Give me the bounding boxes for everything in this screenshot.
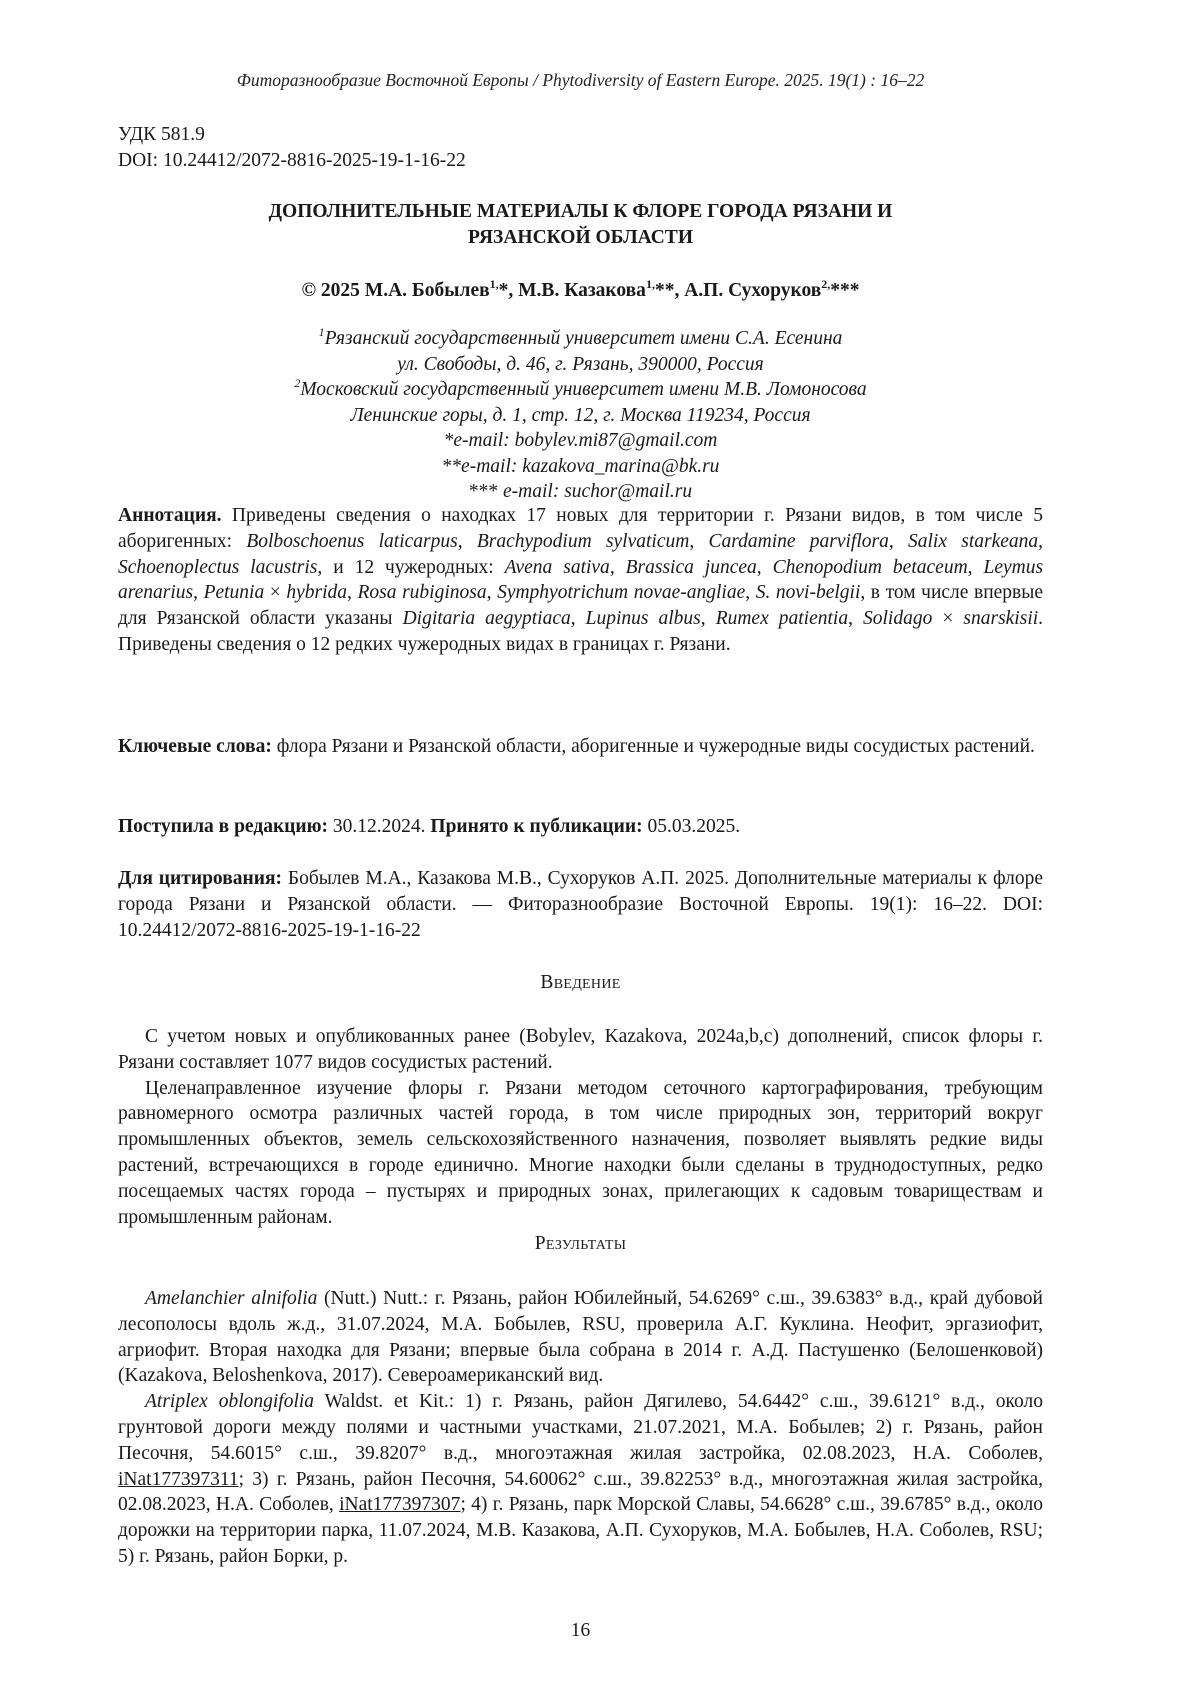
paragraph: Целенаправленное изучение флоры г. Рязани методом сеточного картографирования, требующим равномерного осмотра различных частей города, в том числе природных зон, территорий вокруг промышленных объектов, земель сельскохозяйственного назначения, позволяет выявлять редкие виды растений, встречающихся в городе единично. Многие находки были сделаны в труднодоступных, редко посещаемых частях города – пустырях и природных зонах, прилегающих к садовым товариществам и промышленным районам. <box>118 1077 1043 1228</box>
inaturalist-link[interactable]: iNat177397307 <box>339 1494 461 1516</box>
species-name: Leymus arenarius <box>118 556 1044 604</box>
submission-dates <box>118 814 1043 840</box>
email-2[interactable]: **e-mail: kazakova_marina@bk.ru <box>441 455 720 477</box>
article-title <box>118 199 1043 251</box>
accepted-label: Принято к публикации: <box>430 816 643 837</box>
abstract-label: Аннотация. <box>118 505 222 526</box>
hybrid-sign: × <box>932 608 964 630</box>
doi: DOI: 10.24412/2072-8816-2025-19-1-16-22 <box>118 150 466 171</box>
paragraph: С учетом новых и опубликованных ранее (Bobylev, Kazakova, 2024a,b,c) дополнений, список флоры г. Рязани составляет 1077 видов сосудистых растений. <box>118 1026 1043 1073</box>
separator: , <box>570 608 586 630</box>
email-3[interactable] <box>118 479 1043 505</box>
author-separator: , <box>674 280 685 301</box>
hybrid-sign: × <box>264 582 287 604</box>
separator: , <box>193 582 204 604</box>
keywords-label: Ключевые слова: <box>118 736 272 757</box>
separator: , <box>609 556 626 578</box>
affiliation-sup: 1 <box>318 325 325 339</box>
author-list <box>118 277 1043 302</box>
species-name: Atriplex oblongifolia <box>145 1391 315 1413</box>
separator: , <box>888 530 908 552</box>
separator: , <box>486 582 498 604</box>
species-name: Symphyotrichum novae-angliae <box>497 582 746 604</box>
affiliation-name: Московский государственный университет имени М.В. Ломоносова <box>300 379 867 400</box>
citation <box>118 866 1043 943</box>
affiliations <box>118 326 1043 505</box>
affiliation-name: Рязанский государственный университет имени С.А. Есенина <box>324 328 843 349</box>
species-name: Digitaria aegyptiaca <box>402 608 571 630</box>
accepted-date: 05.03.2025. <box>642 816 741 837</box>
author-affiliation-sup: 1, <box>645 277 655 291</box>
author-mark: ** <box>654 280 675 301</box>
received-label: Поступила в редакцию: <box>118 816 329 837</box>
species-name: Rumex patientia <box>715 608 849 630</box>
inaturalist-link[interactable]: iNat177397311 <box>118 1468 239 1490</box>
affiliation-sup: 2 <box>294 376 301 390</box>
title-line-1: ДОПОЛНИТЕЛЬНЫЕ МАТЕРИАЛЫ К ФЛОРЕ ГОРОДА РЯЗАНИ И <box>268 201 893 222</box>
species-name: Amelanchier alnifolia <box>145 1288 318 1309</box>
author-affiliation-sup: 1, <box>489 277 499 291</box>
page-number: 16 <box>570 1620 591 1641</box>
species-name: Chenopodium betaceum <box>772 556 968 578</box>
separator: , <box>848 608 863 630</box>
separator: , <box>745 582 756 604</box>
separator: , <box>756 556 773 578</box>
author-mark: *** <box>830 280 860 301</box>
affiliation-1-address: ул. Свободы, д. 46, г. Рязань, 390000, Россия <box>397 353 764 375</box>
affiliation-2-address: Ленинские горы, д. 1, стр. 12, г. Москва 119234, Россия <box>350 404 811 426</box>
species-name: Petunia <box>203 582 265 604</box>
author-mark: * <box>498 280 509 301</box>
author-name: М.В. Казакова <box>518 280 646 301</box>
separator: , <box>347 582 358 604</box>
abstract-text: , и 12 чужеродных: <box>317 556 505 578</box>
keywords <box>118 734 1043 760</box>
species-name: Schoenoplectus lacustris <box>118 556 318 578</box>
identifiers <box>118 122 466 174</box>
email-mark: *** <box>468 481 504 502</box>
citation-text: Бобылев М.А., Казакова М.В., Сухоруков А.П. 2025. Дополнительные материалы к флоре города Рязани и Рязанской области. — Фиторазнообразие Восточной Европы. 19(1): 16–22. DOI: 10.24412/2072-8816-2025-19-1-16-22 <box>118 868 1043 941</box>
species-entry <box>118 1389 1043 1570</box>
copyright-prefix: © 2025 <box>301 280 365 301</box>
udk-code: УДК 581.9 <box>118 124 205 145</box>
separator: , <box>457 530 477 552</box>
title-line-2: РЯЗАНСКОЙ ОБЛАСТИ <box>468 227 693 248</box>
running-head: Фиторазнообразие Восточной Европы / Phytodiversity of Eastern Europe. 2025. 19(1) : 16–22 <box>236 70 925 90</box>
separator: , <box>689 530 709 552</box>
entry-text: (Nutt.) Nutt.: г. Рязань, район Юбилейный, 54.6269° с.ш., 39.6383° в.д., край дубовой лесополосы вдоль ж.д., 31.07.2024, М.А. Бобылев, RSU, проверила А.Г. Куклина. Неофит, эргазиофит, агриофит. Вторая находка для Рязани; впервые была собрана в 2014 г. А.Д. Пастушенко (Белошенковой) (Kazakova, Beloshenkova, 2017). Североамериканский вид. <box>118 1288 1043 1387</box>
abstract-text: , в том числе впервые для Рязанской области указаны <box>118 582 1044 630</box>
separator: , <box>700 608 716 630</box>
author-affiliation-sup: 2, <box>821 277 831 291</box>
species-name: Lupinus albus <box>585 608 701 630</box>
section-heading-introduction: Введение <box>540 972 621 993</box>
species-name: Solidago <box>863 608 933 630</box>
species-name: Cardamine parviflora <box>708 530 889 552</box>
species-name: S. novi-belgii <box>755 582 861 604</box>
abstract-text: Приведены сведения о находках 17 новых для территории г. Рязани видов, в том числе 5 аборигенных: <box>118 505 1043 552</box>
abstract <box>118 503 1043 658</box>
species-name: Bolboschoenus laticarpus <box>246 530 458 552</box>
species-name: hybrida <box>286 582 348 604</box>
citation-label: Для цитирования: <box>118 868 282 889</box>
results-body <box>118 1286 1043 1570</box>
email-address[interactable]: e-mail: suchor@mail.ru <box>503 481 693 502</box>
affiliation-1 <box>118 326 1043 352</box>
affiliation-2 <box>118 377 1043 403</box>
species-name: Rosa rubiginosa <box>357 582 487 604</box>
email-1[interactable]: *e-mail: bobylev.mi87@gmail.com <box>443 430 718 451</box>
species-name: Brassica juncea <box>625 556 757 578</box>
species-name: snarskisii <box>963 608 1039 630</box>
author-separator: , <box>508 280 519 301</box>
entry-text: Waldst. et Kit.: 1) г. Рязань, район Дягилево, 54.6442° с.ш., 39.6121° в.д., около грунтовой дороги между полями и частными участками, 21.07.2021, М.А. Бобылев; 2) г. Рязань, район Песочня, 54.6015° с.ш., 39.8207° в.д., многоэтажная жилая застройка, 02.08.2023, Н.А. Соболев, <box>118 1391 1043 1464</box>
species-name: Brachypodium sylvaticum <box>476 530 690 552</box>
introduction-body <box>118 1024 1043 1230</box>
separator: , <box>1038 530 1044 552</box>
received-date: 30.12.2024. <box>328 816 431 837</box>
entry-text: ; 3) г. Рязань, район Песочня, 54.60062° с.ш., 39.82253° в.д., многоэтажная жилая застройка, 02.08.2023, Н.А. Соболев, <box>118 1468 1043 1516</box>
species-name: Salix starkeana <box>908 530 1039 552</box>
entry-text: ; 4) г. Рязань, парк Морской Славы, 54.6628° с.ш., 39.6785° в.д., около дорожки на территории парка, 11.07.2024, М.В. Казакова, А.П. Сухоруков, М.А. Бобылев, Н.А. Соболев, RSU; 5) г. Рязань, район Борки, р. <box>118 1494 1043 1567</box>
separator: , <box>967 556 984 578</box>
author-name: А.П. Сухоруков <box>684 280 822 301</box>
keywords-text: флора Рязани и Рязанской области, аборигенные и чужеродные виды сосудистых растений. <box>271 736 1035 757</box>
species-name: Avena sativa <box>504 556 610 578</box>
author-name: М.А. Бобылев <box>364 280 490 301</box>
abstract-text: . Приведены сведения о 12 редких чужеродных видах в границах г. Рязани. <box>118 608 1044 655</box>
species-entry <box>118 1286 1043 1389</box>
section-heading-results: Результаты <box>534 1233 627 1254</box>
